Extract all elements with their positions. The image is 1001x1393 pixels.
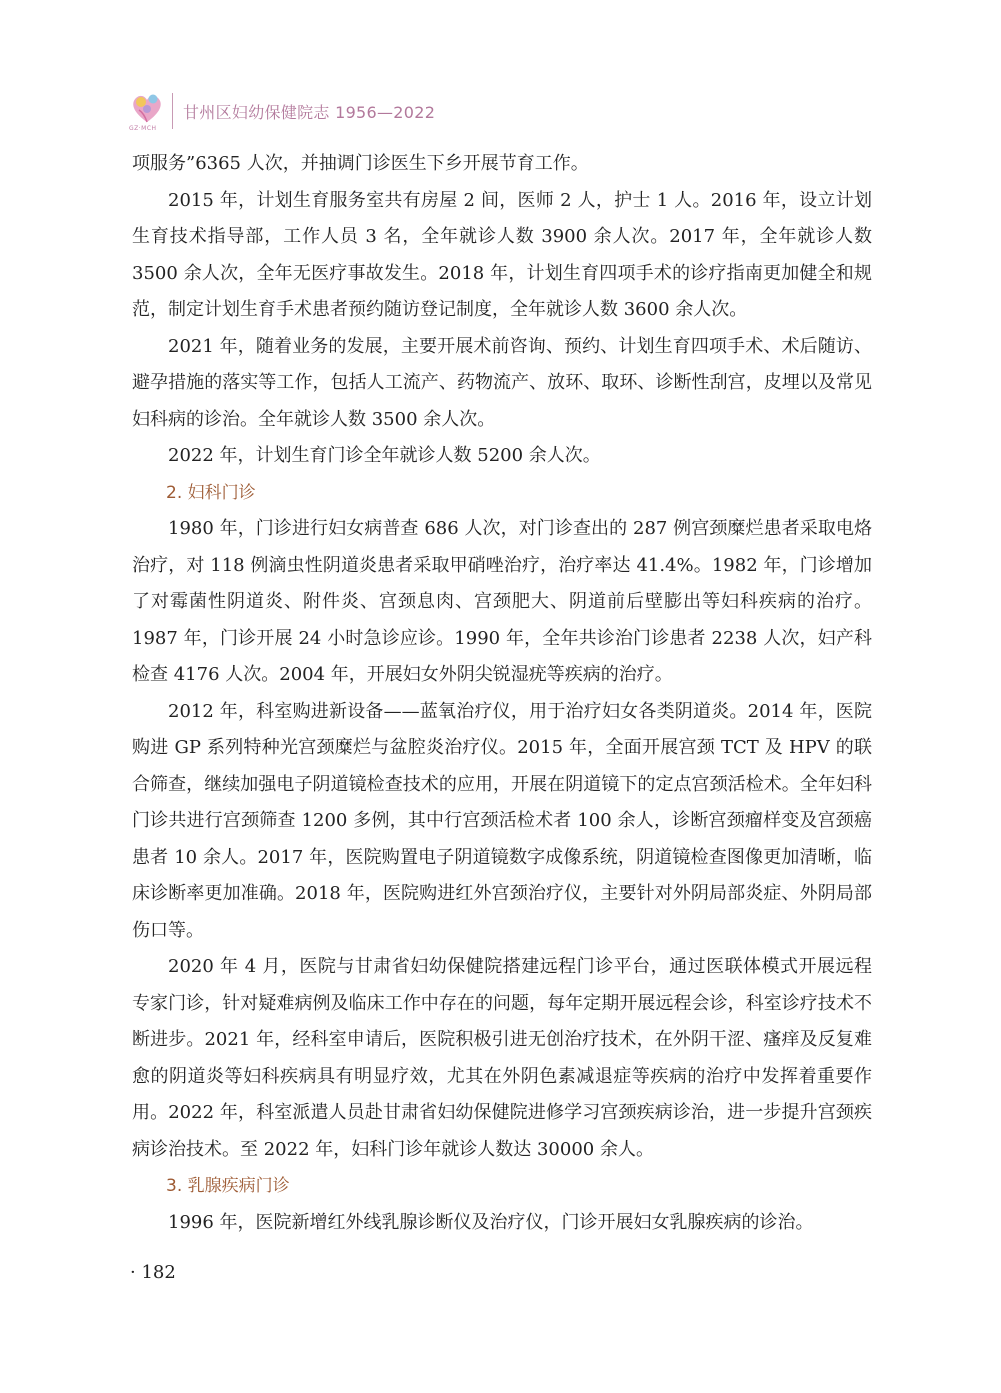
- section-heading: 2. 妇科门诊: [166, 482, 256, 503]
- header-divider: [172, 93, 173, 129]
- page-number: · 182: [130, 1262, 176, 1283]
- paragraph: 1980 年，门诊进行妇女病普查 686 人次，对门诊查出的 287 例宫颈糜烂患者采取电烙治疗，对 118 例滴虫性阴道炎患者采取甲硝唑治疗，治疗率达 41.4%。1982 年，门诊增加了对霉菌性阴道炎、附件炎、宫颈息肉、宫颈肥大、阴道前后壁膨出等妇科疾病的治疗。1987 年，门诊开展 24 小时急诊应诊。1990 年，全年共诊治门诊患者 2238 人次，妇产科检查 4176 人次。2004 年，开展妇女外阴尖锐湿疣等疾病的治疗。: [132, 518, 872, 685]
- main-text: [132, 146, 872, 1241]
- paragraph: 2021 年，随着业务的发展，主要开展术前咨询、预约、计划生育四项手术、术后随访、避孕措施的落实等工作，包括人工流产、药物流产、放环、取环、诊断性刮宫，皮埋以及常见妇科病的诊治。全年就诊人数 3500 余人次。: [132, 335, 872, 430]
- paragraph: 2015 年，计划生育服务室共有房屋 2 间，医师 2 人，护士 1 人。2016 年，设立计划生育技术指导部，工作人员 3 名，全年就诊人数 3900 余人次。2017 年，全年就诊人数 3500 余人次，全年无医疗事故发生。2018 年，计划生育四项手术的诊疗指南更加健全和规范，制定计划生育手术患者预约随访登记制度，全年就诊人数 3600 余人次。: [132, 189, 872, 320]
- heart-flower-icon: [128, 88, 166, 126]
- paragraph: 2022 年，计划生育门诊全年就诊人数 5200 余人次。: [168, 445, 601, 466]
- paragraph: 2020 年 4 月，医院与甘肃省妇幼保健院搭建远程门诊平台，通过医联体模式开展远程专家门诊，针对疑难病例及临床工作中存在的问题，每年定期开展远程会诊，科室诊疗技术不断进步。2021 年，经科室申请后，医院积极引进无创治疗技术，在外阴干涩、瘙痒及反复难愈的阴道炎等妇科疾病具有明显疗效，尤其在外阴色素减退症等疾病的治疗中发挥着重要作用。2022 年，科室派遣人员赴甘肃省妇幼保健院进修学习宫颈疾病诊治，进一步提升宫颈疾病诊治技术。至 2022 年，妇科门诊年就诊人数达 30000 余人。: [132, 956, 872, 1160]
- book-title: 甘州区妇幼保健院志 1956—2022: [183, 102, 436, 122]
- section-heading: 3. 乳腺疾病门诊: [166, 1176, 290, 1196]
- logo-caption: GZ·MCH: [129, 125, 157, 132]
- paragraph: 2012 年，科室购进新设备——蓝氧治疗仪，用于治疗妇女各类阴道炎。2014 年，医院购进 GP 系列特种光宫颈糜烂与盆腔炎治疗仪。2015 年，全面开展宫颈 TCT 及 HPV 的联合筛查，继续加强电子阴道镜检查技术的应用，开展在阴道镜下的定点宫颈活检术。全年妇科门诊共进行宫颈筛查 1200 多例，其中行宫颈活检术者 100 余人，诊断宫颈瘤样变及宫颈癌患者 10 余人。2017 年，医院购置电子阴道镜数字成像系统，阴道镜检查图像更加清晰，临床诊断率更加准确。2018 年，医院购进红外宫颈治疗仪，主要针对外阴局部炎症、外阴局部伤口等。: [132, 700, 872, 941]
- paragraph: 项服务”6365 人次，并抽调门诊医生下乡开展节育工作。: [132, 153, 589, 174]
- running-header: [128, 88, 435, 134]
- hospital-logo: [128, 88, 166, 134]
- paragraph: 1996 年，医院新增红外线乳腺诊断仪及治疗仪，门诊开展妇女乳腺疾病的诊治。: [168, 1211, 814, 1233]
